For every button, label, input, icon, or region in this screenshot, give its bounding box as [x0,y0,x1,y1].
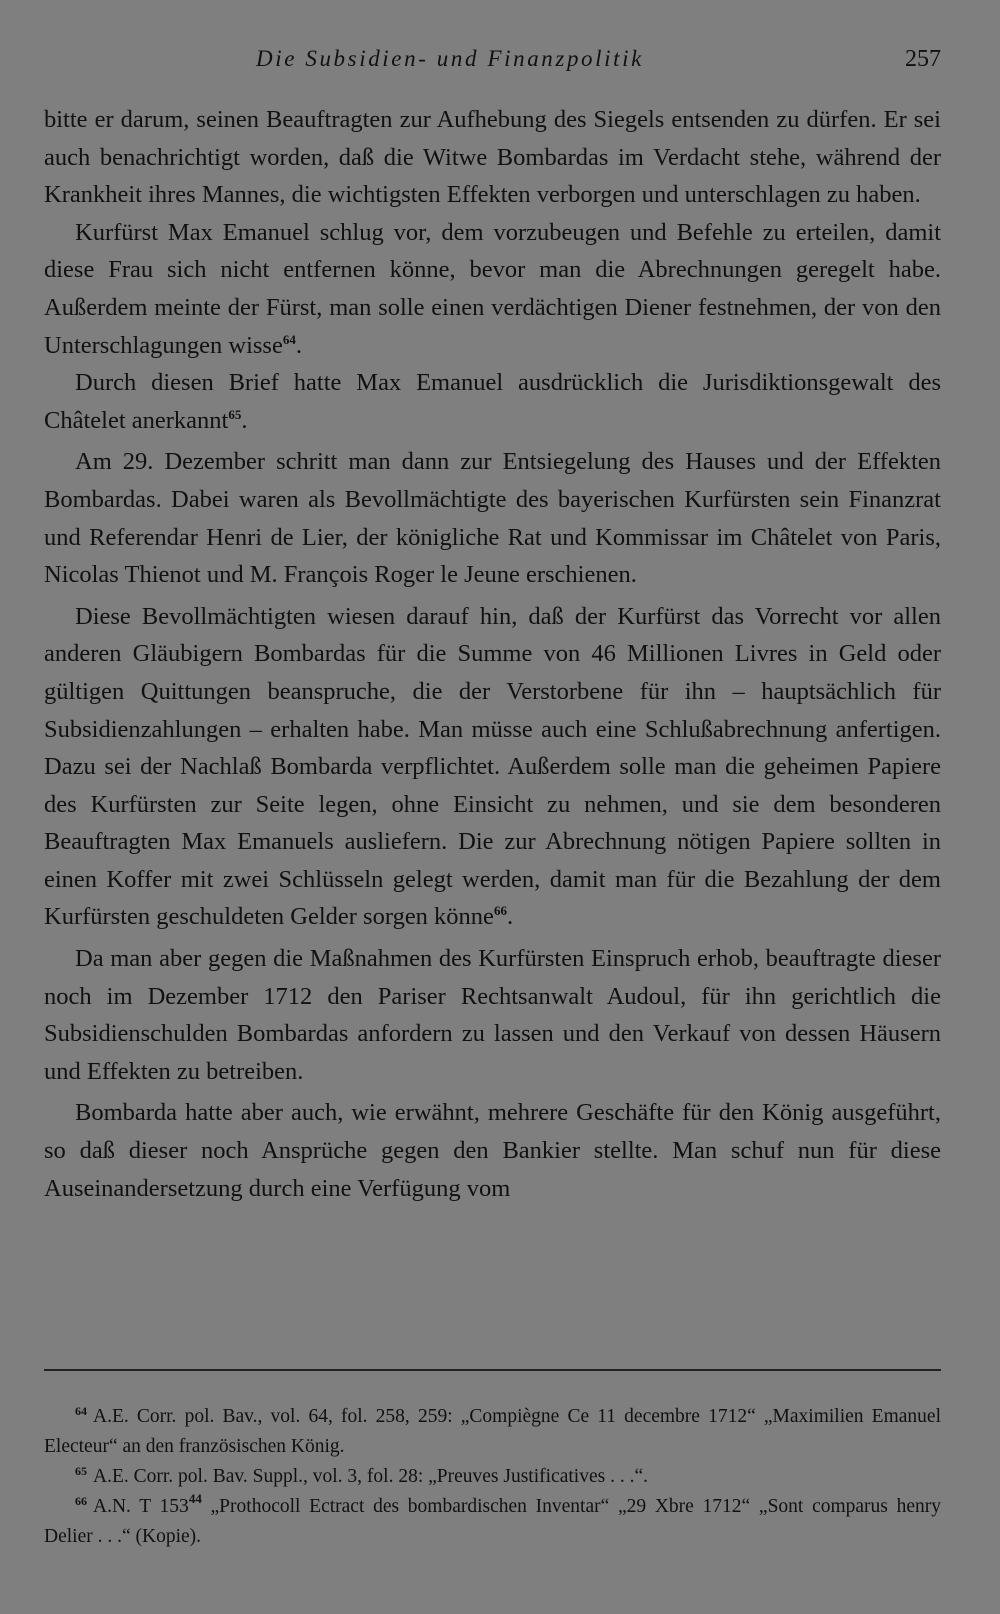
paragraph-5-text: Diese Bevollmächtigten wiesen darauf hin, daß der Kurfürst das Vorrecht vor allen anderen Gläubigern Bombardas für die Summe von 46 Millionen Livres in Geld oder gültigen Quittungen beanspruche, die der Verstorbene für ihn – hauptsächlich für Subsidienzahlungen – erhalten habe. Man müsse auch eine Schlußabrechnung anfertigen. Dazu sei der Nachlaß Bombarda verpflichtet. Außerdem solle man die geheimen Papiere des Kurfürsten zur Seite legen, ohne Einsicht zu nehmen, und sie dem besonderen Beauftragten Max Emanuels ausliefern. Die zur Abrechnung nötigen Papiere sollten in einen Koffer mit zwei Schlüsseln gelegt werden, damit man für die Bezahlung der dem Kurfürsten geschuldeten Gelder sorgen könne [44,602,941,931]
paragraph-7: Bombarda hatte aber auch, wie erwähnt, mehrere Geschäfte für den König ausgeführt, so daß dieser noch Ansprüche gegen den Bankier stellte. Man schuf nun für diese Auseinandersetzung durch eine Verfügung vom [44,1099,941,1202]
footnote-text-before: A.N. T 153 [93,1496,189,1517]
paragraph-5-end: . [506,903,514,931]
footnote-divider [44,1369,941,1371]
paragraph-5 [44,598,941,936]
paragraph-3 [44,364,941,439]
footnote-text-after: „Prothocoll Ectract des bombardischen Inventar“ „29 Xbre 1712“ „Sont comparus henry Delier . . .“ (Kopie). [44,1496,941,1547]
paragraph-2 [44,214,941,364]
footnote-66 [44,1492,941,1552]
footnote-ref-64[interactable]: 64 [282,331,296,347]
footnote-text: A.E. Corr. pol. Bav. Suppl., vol. 3, fol. 28: „Preuves Justificatives . . .“. [93,1466,648,1487]
footnote-number: 65 [75,1464,87,1478]
paragraph-2-text: Kurfürst Max Emanuel schlug vor, dem vorzubeugen und Befehle zu erteilen, damit diese Frau sich nicht entfernen könne, bevor man die Abrechnungen geregelt habe. Außerdem meinte der Fürst, man solle einen verdächtigen Diener festnehmen, der von den Unterschlagungen wisse [44,218,941,359]
page-number: 257 [905,46,941,72]
footnote-superscript: 44 [188,1491,202,1506]
footnote-ref-66[interactable]: 66 [493,903,507,919]
footnote-number: 66 [75,1494,87,1508]
footnote-ref-65[interactable]: 65 [228,406,242,422]
paragraph-6: Da man aber gegen die Maßnahmen des Kurfürsten Einspruch erhob, beauftragte dieser noch im Dezember 1712 den Pariser Rechtsanwalt Audoul, für ihn gerichtlich die Subsidienschulden Bombardas anfordern zu lassen und den Verkauf von dessen Häusern und Effekten zu betreiben. [44,945,941,1085]
paragraph-4: Am 29. Dezember schritt man dann zur Entsiegelung des Hauses und der Effekten Bombardas. Dabei waren als Bevollmächtigte des bayerischen Kurfürsten sein Finanzrat und Referendar Henri de Lier, der königliche Rat und Kommissar im Châtelet von Paris, Nicolas Thienot und M. François Roger le Jeune erschienen. [44,448,941,589]
paragraph-2-end: . [295,331,302,359]
footnote-text: A.E. Corr. pol. Bav., vol. 64, fol. 258, 259: „Compiègne Ce 11 decembre 1712“ „Maximilien Emanuel Electeur“ an den französischen König. [44,1406,941,1457]
paragraph-3-text: Durch diesen Brief hatte Max Emanuel ausdrücklich die Jurisdiktionsgewalt des Châtelet anerkannt [44,369,941,434]
footnote-65 [44,1462,941,1492]
footnote-number: 64 [75,1404,87,1418]
paragraph-1: bitte er darum, seinen Beauftragten zur Aufhebung des Siegels entsenden zu dürfen. Er sei auch benachrichtigt worden, daß die Witwe Bombardas im Verdacht stehe, während der Krankheit ihres Mannes, die wichtigsten Effekten verborgen und unterschlagen zu haben. [44,106,941,209]
running-header [44,46,941,76]
footnote-64 [44,1402,941,1462]
paragraph-3-end: . [241,406,248,434]
running-title: Die Subsidien- und Finanzpolitik [256,46,644,71]
footnotes [44,1402,941,1552]
body-text [44,101,941,1207]
